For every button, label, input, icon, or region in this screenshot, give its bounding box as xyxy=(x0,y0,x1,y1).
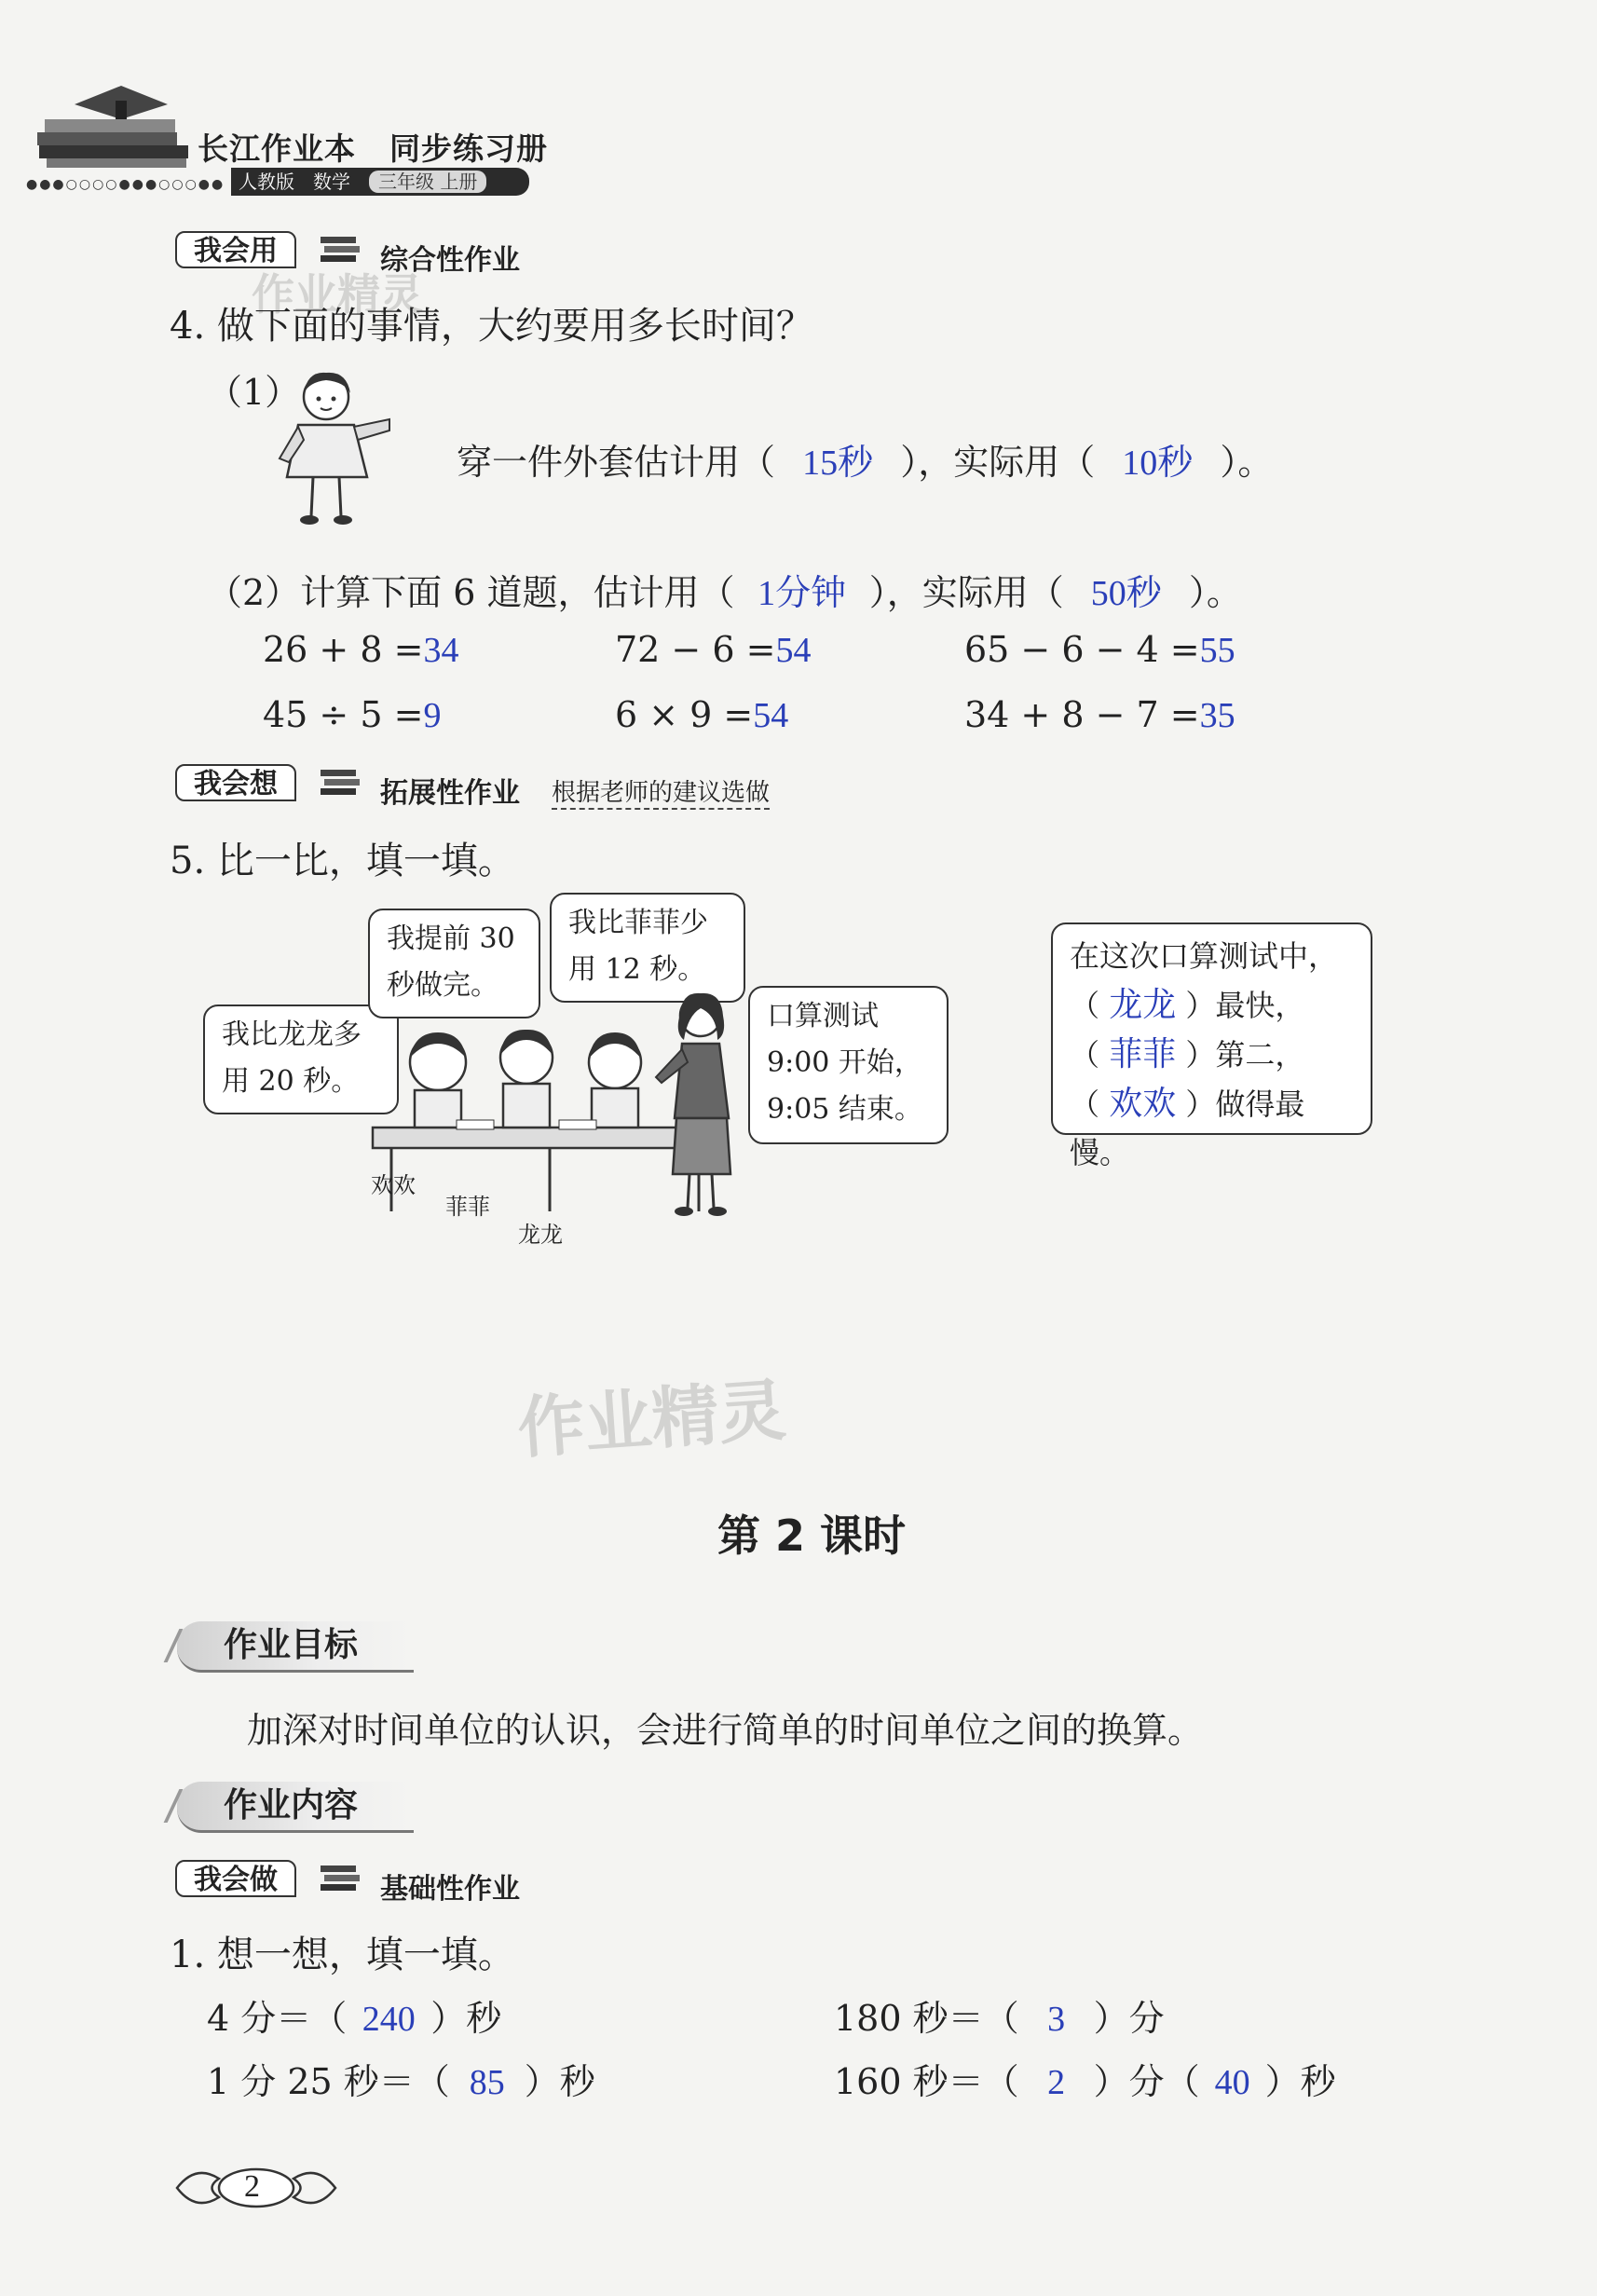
q1-text: ）秒 xyxy=(524,2061,595,2102)
answer-second: 菲菲 xyxy=(1109,1035,1177,1073)
equation-answer: 55 xyxy=(1199,631,1235,670)
speech-bubble-feifei xyxy=(550,893,745,1003)
q1-text: ）分 xyxy=(1093,1998,1165,2039)
header-edition-band xyxy=(231,168,529,196)
bubble-line: 用 20 秒。 xyxy=(222,1065,360,1098)
q4-part2-line xyxy=(207,564,1242,615)
q4-part1-number: （1） xyxy=(207,372,301,413)
q1-text: 160 秒＝（ xyxy=(834,2061,1019,2102)
section-do-badge: 我会做 xyxy=(175,1860,296,1897)
header-dots-decoration: ●●●○○○○●●●○○○●● xyxy=(26,177,225,192)
q1-answer: 85 xyxy=(469,2063,505,2102)
bubble-line: 9:00 开始， xyxy=(767,1046,922,1079)
watermark-middle: 作业精灵 xyxy=(514,1371,789,1468)
answer-slowest: 欢欢 xyxy=(1109,1085,1177,1122)
bubble-line: 9:05 结束。 xyxy=(767,1093,922,1126)
q1-row2-left xyxy=(207,2053,595,2104)
name-label-huanhuan: 欢欢 xyxy=(371,1172,416,1198)
section-apply-label: 综合性作业 xyxy=(380,244,520,277)
equation-answer: 54 xyxy=(753,696,789,735)
equation-item xyxy=(964,629,1235,671)
name-label-feifei: 菲菲 xyxy=(445,1194,490,1220)
q4-part2-estimate-answer: 1分钟 xyxy=(758,574,847,613)
bubble-line: 我提前 30 xyxy=(387,922,515,955)
q4-part1-text-a: 穿一件外套估计用（ xyxy=(457,442,776,483)
series-title xyxy=(198,125,581,169)
book-stack-icon xyxy=(317,1860,363,1897)
answer-fastest: 龙龙 xyxy=(1109,986,1177,1023)
teacher-illustration xyxy=(652,988,745,1221)
section-think-badge: 我会想 xyxy=(175,764,296,801)
equation-answer: 34 xyxy=(423,631,459,670)
q1-answer: 240 xyxy=(362,2000,416,2039)
edition-label: 人教版 xyxy=(239,171,294,193)
answer-box-row: （ 龙龙 ）最快， xyxy=(1070,986,1305,1023)
q4-part1-estimate-answer: 15秒 xyxy=(802,444,874,483)
q4-part1-line xyxy=(457,433,1273,485)
q1-title: 1. 想一想，填一填。 xyxy=(170,1934,515,1976)
grade-label: 三年级 上册 xyxy=(369,171,486,193)
name-label-longlong: 龙龙 xyxy=(518,1222,563,1248)
q1-row1-right xyxy=(834,1989,1165,2041)
q1-answer: 40 xyxy=(1214,2063,1250,2102)
equation-expr: 6 × 9 = xyxy=(615,694,754,735)
q1-answer: 2 xyxy=(1047,2063,1066,2102)
header-books-logo xyxy=(28,76,196,179)
bubble-line: 用 12 秒。 xyxy=(568,953,706,986)
section-think-label: 拓展性作业 xyxy=(380,777,520,810)
q4-part1-text-c: ）。 xyxy=(1220,442,1274,483)
series-name: 长江作业本 xyxy=(198,130,356,167)
book-stack-icon xyxy=(317,764,363,801)
bubble-line: 口算测试 xyxy=(767,1000,879,1032)
equation-expr: 34 + 8 − 7 = xyxy=(964,694,1200,735)
section-apply-badge: 我会用 xyxy=(175,231,296,268)
page-number: 2 xyxy=(244,2169,260,2204)
girl-illustration xyxy=(270,365,391,531)
series-subtitle: 同步练习册 xyxy=(389,130,548,167)
equation-expr: 72 − 6 = xyxy=(615,629,776,670)
equation-answer: 9 xyxy=(423,696,442,735)
q1-text: ）秒 xyxy=(430,1998,502,2039)
q1-row2-right xyxy=(834,2053,1336,2104)
lesson-title: 第 2 课时 xyxy=(717,1510,907,1561)
q1-answer: 3 xyxy=(1047,2000,1066,2039)
section-think-note: 根据老师的建议选做 xyxy=(552,773,770,810)
q4-part2-text-c: ）。 xyxy=(1188,572,1242,613)
equation-item xyxy=(263,629,458,671)
q4-part2-text-b: ），实际用（ xyxy=(868,572,1064,613)
equation-expr: 26 + 8 = xyxy=(263,629,424,670)
watermark-top: 作业精灵 xyxy=(252,269,423,320)
q4-part1-actual-answer: 10秒 xyxy=(1122,444,1194,483)
goal-banner: 作业目标 xyxy=(177,1621,414,1673)
equation-item xyxy=(615,694,788,736)
equation-item xyxy=(964,694,1235,736)
q1-text: 4 分＝（ xyxy=(207,1998,348,2039)
q1-row1-left xyxy=(207,1989,501,2041)
q1-text: ）秒 xyxy=(1264,2061,1336,2102)
q4-part1-text-b: ），实际用（ xyxy=(900,442,1096,483)
equation-expr: 65 − 6 − 4 = xyxy=(964,629,1200,670)
q1-text: ）分（ xyxy=(1093,2061,1200,2102)
bubble-line: 我比菲菲少 xyxy=(568,907,708,939)
equation-answer: 54 xyxy=(775,631,812,670)
subject-label: 数学 xyxy=(313,171,350,193)
answer-box-row: （ 菲菲 ）第二， xyxy=(1070,1035,1305,1073)
equation-answer: 35 xyxy=(1199,696,1235,735)
equation-item xyxy=(263,694,441,736)
q4-title: 4. 做下面的事情，大约要用多长时间？ xyxy=(170,305,813,348)
answer-box-intro: 在这次口算测试中， xyxy=(1070,938,1339,974)
speech-bubble-teacher xyxy=(748,986,949,1144)
answer-slowest-suffix: 做得最慢。 xyxy=(1070,1086,1305,1170)
q5-title: 5. 比一比，填一填。 xyxy=(170,840,515,882)
bubble-line: 我比龙龙多 xyxy=(222,1018,362,1051)
answer-second-suffix: 第二， xyxy=(1215,1037,1305,1073)
q5-answer-box xyxy=(1051,922,1372,1170)
answer-box-row: （ 欢欢 ）做得最慢。 xyxy=(1070,1085,1305,1170)
equation-item xyxy=(615,629,811,671)
equation-expr: 45 ÷ 5 = xyxy=(263,694,424,735)
q1-text: 180 秒＝（ xyxy=(834,1998,1019,2039)
content-banner: 作业内容 xyxy=(177,1782,414,1833)
section-do-label: 基础性作业 xyxy=(380,1873,520,1906)
q4-part2-text-a: （2）计算下面 6 道题，估计用（ xyxy=(207,572,735,613)
speech-bubble-longlong xyxy=(368,909,540,1018)
bubble-line: 秒做完。 xyxy=(387,969,498,1002)
q4-part2-actual-answer: 50秒 xyxy=(1090,574,1162,613)
answer-fastest-suffix: 最快， xyxy=(1215,988,1305,1023)
q1-text: 1 分 25 秒＝（ xyxy=(207,2061,450,2102)
goal-text: 加深对时间单位的认识，会进行简单的时间单位之间的换算。 xyxy=(247,1710,1204,1751)
